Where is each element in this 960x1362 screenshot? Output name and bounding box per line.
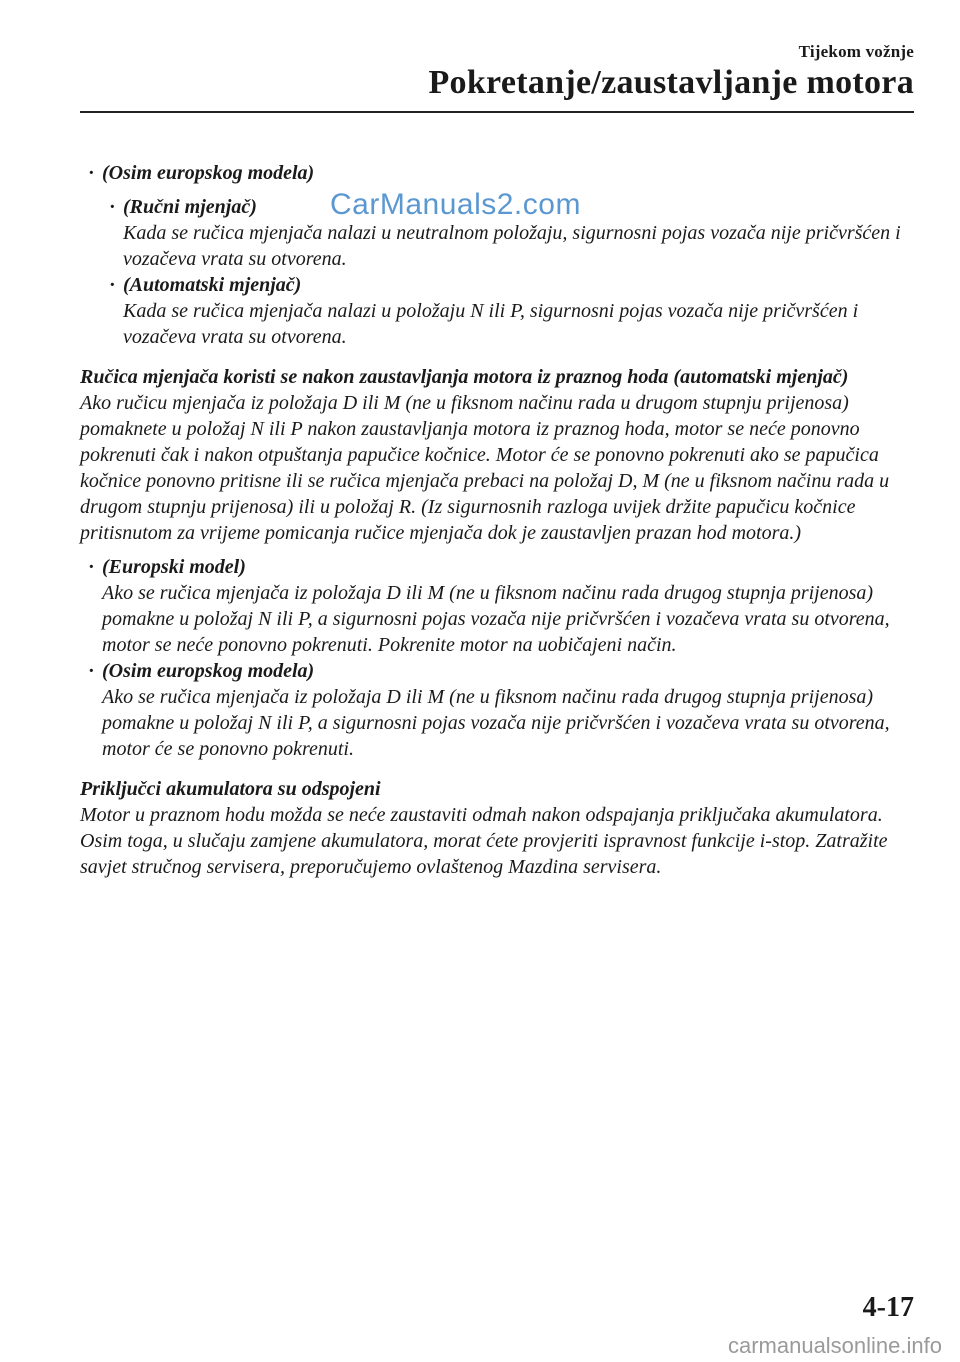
list-item-non-european-2 [80, 658, 914, 762]
item-text: Ako se ručica mjenjača iz položaja D ili M (ne u fiksnom načinu rada drugog stupnja prijenosa) pomakne u položaj N ili P, a sigurnosni pojas vozača nije pričvršćen i vozačeva vrata su otvorena, motor će se ponovno pokrenuti. [102, 686, 890, 760]
section-heading: Ručica mjenjača koristi se nakon zaustavljanja motora iz praznog hoda (automatski mjenjač) [80, 366, 849, 388]
list-item-manual [80, 194, 914, 272]
page-header [428, 42, 914, 102]
bullet-icon: · [88, 162, 95, 184]
bullet-icon: · [88, 556, 95, 578]
list-item-european [80, 554, 914, 658]
item-text: Ako se ručica mjenjača iz položaja D ili M (ne u fiksnom načinu rada drugog stupnja prijenosa) pomakne u položaj N ili P, a sigurnosni pojas vozača nije pričvršćen i vozačeva vrata su otvorena, motor se neće ponovno pokrenuti. Pokrenite motor na uobičajeni način. [102, 582, 890, 656]
section-gear-lever [80, 364, 914, 546]
page-title: Pokretanje/zaustavljanje motora [428, 64, 914, 101]
bullet-icon: · [109, 196, 116, 218]
section-heading: Priključci akumulatora su odspojeni [80, 778, 381, 800]
item-heading: (Europski model) [102, 556, 246, 578]
section-name: Tijekom vožnje [798, 42, 914, 61]
bullet-icon: · [88, 660, 95, 682]
page-content [80, 160, 914, 880]
item-heading: (Osim europskog modela) [102, 660, 315, 682]
watermark-logo: CarManuals2.com [330, 188, 581, 221]
section-battery [80, 776, 914, 880]
item-text: Kada se ručica mjenjača nalazi u neutralnom položaju, sigurnosni pojas vozača nije pričvršćen i vozačeva vrata su otvorena. [123, 222, 901, 270]
bullet-icon: · [109, 274, 116, 296]
section-text: Motor u praznom hodu možda se neće zaustaviti odmah nakon odspajanja priključaka akumulatora. Osim toga, u slučaju zamjene akumulatora, morat ćete provjeriti ispravnost funkcije i-stop. Zatražite savjet stručnog servisera, preporučujemo ovlaštenog Mazdina servisera. [80, 804, 888, 878]
list-item-non-european [80, 160, 914, 186]
footer-site-mark: carmanualsonline.info [727, 1333, 942, 1358]
list-item-automatic [80, 272, 914, 350]
item-heading: (Osim europskog modela) [102, 162, 315, 184]
item-heading: (Automatski mjenjač) [123, 274, 302, 296]
item-heading: (Ručni mjenjač) [123, 196, 257, 218]
section-text: Ako ručicu mjenjača iz položaja D ili M (ne u fiksnom načinu rada u drugom stupnju prijenosa) pomaknete u položaj N ili P nakon zaustavljanja motora iz praznog hoda, motor se neće ponovno pokrenuti čak i nakon otpuštanja papučice kočnice. Motor će se ponovno pokrenuti ako se papučica kočnice ponovno pritisne ili se ručica mjenjača prebaci na položaj D, M (ne u fiksnom načinu rada u drugom stupnju prijenosa) ili u položaj R. (Iz sigurnosnih razloga uvijek držite papučicu kočnice pritisnutom za vrijeme pomicanja ručice mjenjača dok je zaustavljen prazan hod motora.) [80, 392, 890, 544]
item-text: Kada se ručica mjenjača nalazi u položaju N ili P, sigurnosni pojas vozača nije pričvršćen i vozačeva vrata su otvorena. [123, 300, 859, 348]
header-rule [80, 111, 914, 113]
page-number: 4-17 [862, 1292, 914, 1323]
